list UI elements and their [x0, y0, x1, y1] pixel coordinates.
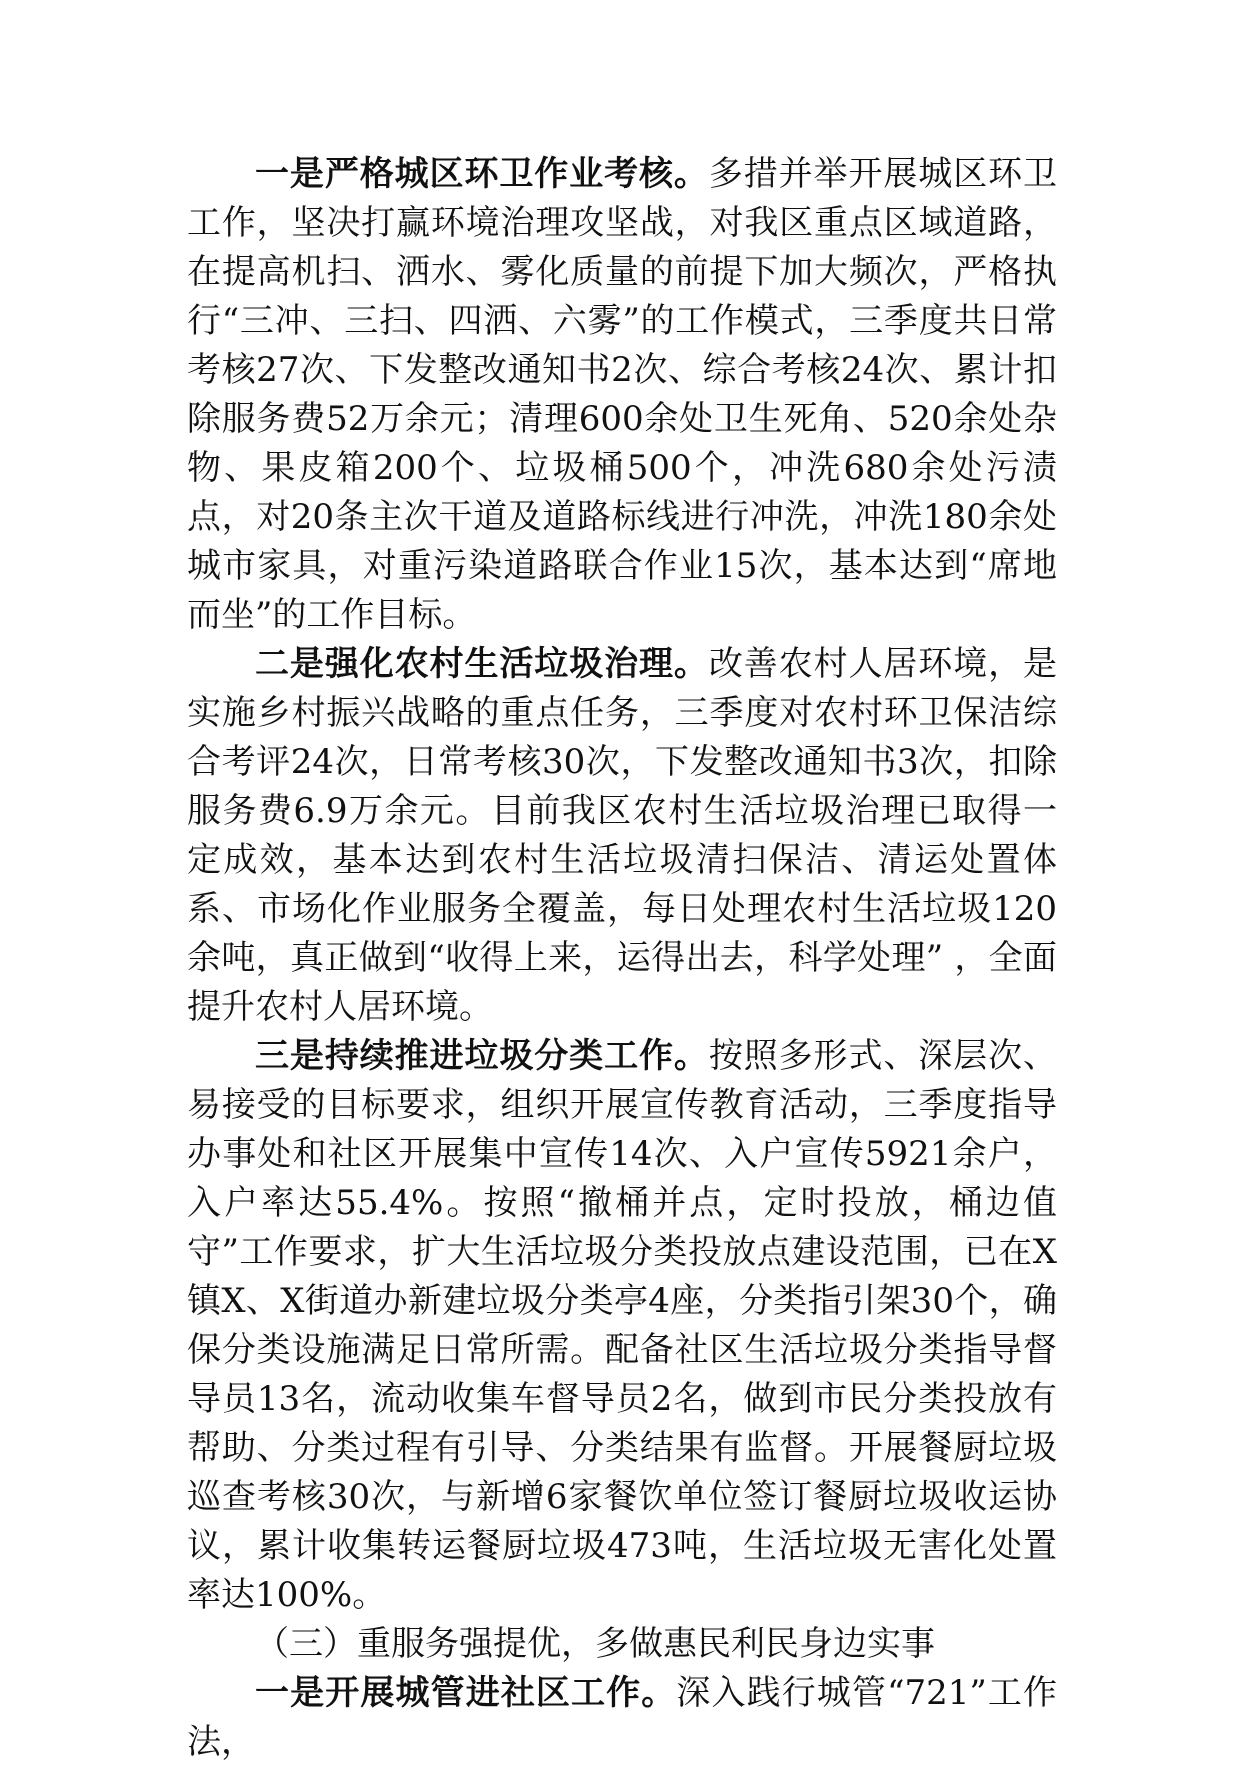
- paragraph-body: 深入践行城管“721”工作法，: [187, 1673, 1057, 1762]
- paragraph-urban-sanitation: [187, 150, 1057, 640]
- paragraph-community-work: [187, 1669, 1057, 1767]
- paragraph-lead: 一是开展城管进社区工作。: [255, 1673, 677, 1713]
- paragraph-lead: 二是强化农村生活垃圾治理。: [255, 644, 709, 684]
- paragraph-body: 改善农村人居环境，是实施乡村振兴战略的重点任务，三季度对农村环卫保洁综合考评24次，日常考核30次，下发整改通知书3次，扣除服务费6.9万余元。目前我区农村生活垃圾治理已取得一定成效，基本达到农村生活垃圾清扫保洁、清运处置体系、市场化作业服务全覆盖，每日处理农村生活垃圾120余吨，真正做到“收得上来，运得出去，科学处理” ，全面提升农村人居环境。: [187, 644, 1058, 1027]
- document-page: [187, 150, 1057, 1767]
- paragraph-rural-waste: [187, 640, 1057, 1032]
- paragraph-lead: 一是严格城区环卫作业考核。: [255, 154, 709, 194]
- paragraph-body: 多措并举开展城区环卫工作，坚决打赢环境治理攻坚战，对我区重点区域道路，在提高机扫、洒水、雾化质量的前提下加大频次，严格执行“三冲、三扫、四洒、六雾”的工作模式，三季度共日常考核27次、下发整改通知书2次、综合考核24次、累计扣除服务费52万余元；清理600余处卫生死角、520余处杂物、果皮箱200个、垃圾桶500个，冲洗680余处污渍点，对20条主次干道及道路标线进行冲洗，冲洗180余处城市家具，对重污染道路联合作业15次，基本达到“席地而坐”的工作目标。: [187, 154, 1058, 635]
- paragraph-lead: 三是持续推进垃圾分类工作。: [255, 1036, 709, 1076]
- section-heading: （三）重服务强提优，多做惠民利民身边实事: [255, 1624, 935, 1664]
- paragraph-body: 按照多形式、深层次、易接受的目标要求，组织开展宣传教育活动，三季度指导办事处和社区开展集中宣传14次、入户宣传5921余户，入户率达55.4%。按照“撤桶并点，定时投放，桶边值守”工作要求，扩大生活垃圾分类投放点建设范围，已在X镇X、X街道办新建垃圾分类亭4座，分类指引架30个，确保分类设施满足日常所需。配备社区生活垃圾分类指导督导员13名，流动收集车督导员2名，做到市民分类投放有帮助、分类过程有引导、分类结果有监督。开展餐厨垃圾巡查考核30次，与新增6家餐饮单位签订餐厨垃圾收运协议，累计收集转运餐厨垃圾473吨，生活垃圾无害化处置率达100%。: [187, 1036, 1058, 1615]
- paragraph-waste-sorting: [187, 1032, 1057, 1620]
